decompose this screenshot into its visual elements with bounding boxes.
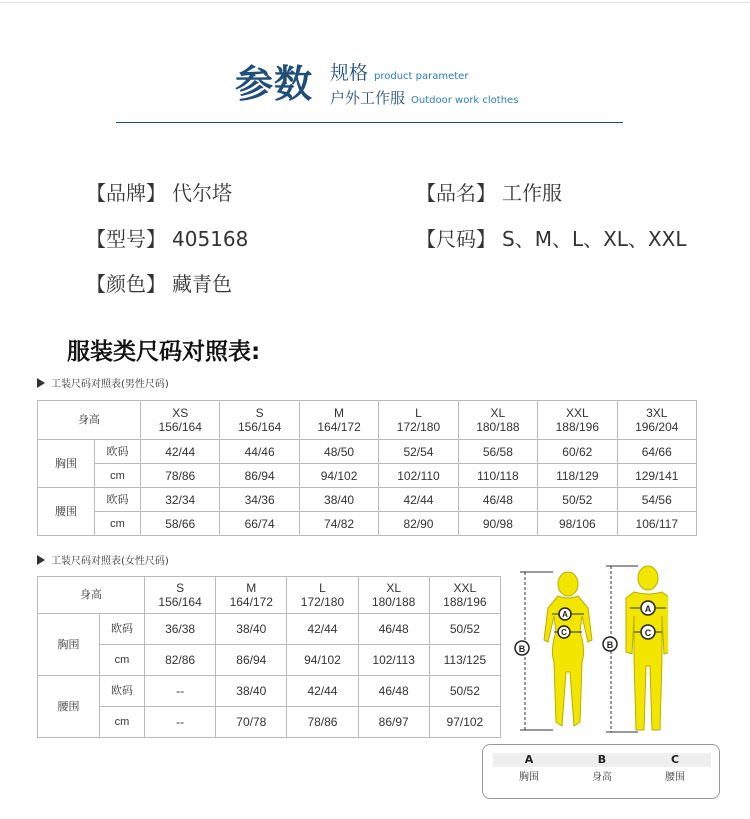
- women-waist-eu-row: [38, 676, 501, 707]
- men-waist-eu-cell: 42/44: [379, 488, 458, 512]
- women-size-col: [358, 577, 429, 614]
- men-waist-eu-cell: 38/40: [299, 488, 378, 512]
- men-waist-cm-row: [38, 512, 697, 536]
- women-waist-cm-row: [38, 707, 501, 738]
- men-chest-label: 胸围: [38, 440, 95, 488]
- women-cm-label: cm: [100, 645, 145, 676]
- legend-letter-c: C: [670, 753, 680, 766]
- men-height-value: 188/196: [555, 420, 600, 434]
- color-row: [86, 271, 232, 297]
- men-size-col: [379, 401, 458, 440]
- men-chest-eu-cell: 42/44: [141, 440, 220, 464]
- men-chest-eu-row: [38, 440, 697, 464]
- svg-text:C: C: [561, 628, 567, 637]
- product-name-value: 工作服: [502, 181, 562, 205]
- men-waist-cm-cell: 98/106: [538, 512, 617, 536]
- men-size-label: S: [255, 406, 264, 420]
- men-size-col: [538, 401, 617, 440]
- header-title-small: 规格: [330, 62, 369, 84]
- men-cm-label: cm: [95, 512, 141, 536]
- men-chest-cm-row: [38, 464, 697, 488]
- men-waist-cm-cell: 106/117: [617, 512, 696, 536]
- men-size-table: [37, 400, 697, 536]
- women-waist-cm-cell: 97/102: [429, 707, 500, 738]
- men-height-value: 180/188: [476, 420, 520, 434]
- women-size-label: S: [176, 581, 185, 595]
- women-waist-eu-cell: --: [145, 676, 216, 707]
- marker-b-female: [515, 641, 529, 655]
- women-waist-eu-cell: 38/40: [216, 676, 287, 707]
- women-size-label: M: [246, 581, 257, 595]
- svg-text:C: C: [644, 628, 652, 638]
- men-size-col: [141, 401, 220, 440]
- men-size-col: [617, 401, 696, 440]
- header-subtitle-line: [330, 88, 518, 111]
- marker-c-male: [641, 625, 655, 639]
- men-waist-cm-cell: 66/74: [220, 512, 299, 536]
- men-chest-eu-cell: 52/54: [379, 440, 458, 464]
- women-size-label: XXL: [453, 581, 477, 595]
- size-label: 【尺码】: [416, 227, 496, 251]
- men-height-value: 196/204: [635, 420, 679, 434]
- men-height-row: [38, 401, 697, 440]
- women-chest-cm-cell: 102/113: [358, 645, 429, 676]
- women-height-value: 164/172: [229, 595, 273, 609]
- men-chest-eu-cell: 44/46: [220, 440, 299, 464]
- men-cm-label: cm: [95, 464, 141, 488]
- women-height-row: [38, 577, 501, 614]
- svg-text:B: B: [518, 644, 526, 654]
- women-height-value: 180/188: [371, 595, 416, 609]
- brand-label: 【品牌】: [86, 181, 166, 205]
- legend-text-row: [493, 771, 711, 785]
- women-size-col: [216, 577, 287, 614]
- women-waist-eu-cell: 50/52: [429, 676, 500, 707]
- legend-text-b: 身高: [592, 772, 612, 783]
- play-triangle-icon: [37, 378, 45, 388]
- header-rule: [116, 122, 623, 123]
- svg-text:A: A: [644, 604, 652, 614]
- women-chest-cm-cell: 94/102: [287, 645, 358, 676]
- body-measurement-figures: [508, 562, 668, 742]
- women-waist-cm-cell: 78/86: [287, 707, 358, 738]
- women-chest-eu-cell: 36/38: [145, 614, 216, 645]
- header-title-big: 参数: [235, 62, 314, 106]
- men-height-value: 164/172: [317, 420, 361, 434]
- product-name-row: [416, 180, 562, 206]
- men-eu-label: 欧码: [95, 440, 141, 464]
- men-height-label: 身高: [38, 401, 141, 440]
- women-chest-cm-row: [38, 645, 501, 676]
- men-chest-cm-cell: 78/86: [141, 464, 220, 488]
- women-chest-eu-cell: 46/48: [358, 614, 429, 645]
- men-chest-cm-cell: 102/110: [379, 464, 458, 488]
- men-size-col: [299, 401, 378, 440]
- men-waist-eu-cell: 54/56: [617, 488, 696, 512]
- men-height-value: 156/164: [237, 420, 282, 434]
- women-size-col: [287, 577, 358, 614]
- header-subtitle-en: Outdoor work clothes: [411, 95, 519, 106]
- female-body-figure: [520, 572, 592, 730]
- women-cm-label: cm: [100, 707, 145, 738]
- men-waist-eu-row: [38, 488, 697, 512]
- men-waist-eu-cell: 46/48: [458, 488, 537, 512]
- women-chest-cm-cell: 86/94: [216, 645, 287, 676]
- product-name-label: 【品名】: [416, 181, 496, 205]
- men-chest-eu-cell: 64/66: [617, 440, 696, 464]
- men-eu-label: 欧码: [95, 488, 141, 512]
- women-chest-cm-cell: 82/86: [145, 645, 216, 676]
- legend-text-c: 腰围: [665, 772, 685, 783]
- model-value: 405168: [172, 227, 249, 251]
- marker-a-male: [641, 601, 655, 615]
- brand-value: 代尔塔: [172, 181, 232, 205]
- header-title-small-line: [330, 62, 468, 88]
- header-title-small-en: product parameter: [374, 71, 469, 82]
- women-waist-cm-cell: 86/97: [358, 707, 429, 738]
- men-size-label: XXL: [565, 406, 589, 420]
- men-waist-cm-cell: 74/82: [299, 512, 378, 536]
- header-subtitle: 户外工作服: [330, 89, 406, 107]
- size-value: S、M、L、XL、XXL: [502, 227, 687, 251]
- legend-text-a: 胸围: [519, 772, 539, 783]
- women-table-caption-text: 工装尺码对照表(女性尺码): [51, 556, 169, 567]
- women-size-table: [37, 576, 501, 738]
- women-size-label: XL: [386, 581, 401, 595]
- men-chest-cm-cell: 118/129: [538, 464, 617, 488]
- legend-letter-a: A: [524, 753, 534, 766]
- women-chest-eu-cell: 50/52: [429, 614, 500, 645]
- women-waist-cm-cell: 70/78: [216, 707, 287, 738]
- women-waist-eu-cell: 42/44: [287, 676, 358, 707]
- marker-c-female: [558, 626, 570, 638]
- legend-letter-b: B: [597, 753, 607, 766]
- men-height-value: 156/164: [158, 420, 202, 434]
- men-waist-eu-cell: 32/34: [141, 488, 220, 512]
- women-chest-eu-cell: 42/44: [287, 614, 358, 645]
- women-eu-label: 欧码: [100, 676, 145, 707]
- men-table-caption: [37, 378, 169, 392]
- men-chest-eu-cell: 56/58: [458, 440, 537, 464]
- men-waist-cm-cell: 82/90: [379, 512, 458, 536]
- measurement-legend: [482, 744, 720, 799]
- women-size-col: [145, 577, 216, 614]
- color-label: 【颜色】: [86, 272, 166, 296]
- men-waist-label: 腰围: [38, 488, 95, 536]
- men-size-col: [220, 401, 299, 440]
- model-row: [86, 226, 248, 252]
- size-row: [416, 226, 686, 252]
- women-eu-label: 欧码: [100, 614, 145, 645]
- play-triangle-icon: [37, 555, 45, 565]
- brand-row: [86, 180, 232, 206]
- women-size-col: [429, 577, 500, 614]
- women-chest-eu-row: [38, 614, 501, 645]
- marker-a-female: [559, 608, 571, 620]
- women-size-label: L: [319, 581, 326, 595]
- men-size-label: M: [334, 406, 345, 420]
- women-height-value: 172/180: [300, 595, 345, 609]
- men-chest-eu-cell: 60/62: [538, 440, 617, 464]
- marker-b-male: [603, 637, 617, 651]
- top-divider: [0, 2, 750, 3]
- men-size-label: XS: [172, 406, 189, 420]
- women-height-label: 身高: [38, 577, 145, 614]
- men-chest-cm-cell: 94/102: [299, 464, 378, 488]
- women-chest-cm-cell: 113/125: [429, 645, 500, 676]
- women-height-value: 188/196: [443, 595, 487, 609]
- men-size-label: L: [415, 406, 422, 420]
- model-label: 【型号】: [86, 227, 166, 251]
- color-value: 藏青色: [172, 272, 232, 296]
- men-chest-eu-cell: 48/50: [299, 440, 378, 464]
- men-size-col: [458, 401, 537, 440]
- women-height-value: 156/164: [158, 595, 202, 609]
- women-table-caption: [37, 555, 169, 569]
- men-chest-cm-cell: 129/141: [617, 464, 696, 488]
- men-waist-eu-cell: 34/36: [220, 488, 299, 512]
- women-waist-eu-cell: 46/48: [358, 676, 429, 707]
- men-chest-cm-cell: 86/94: [220, 464, 299, 488]
- legend-letter-row: [493, 753, 711, 767]
- men-waist-cm-cell: 58/66: [141, 512, 220, 536]
- men-waist-cm-cell: 90/98: [458, 512, 537, 536]
- men-size-label: XL: [490, 406, 506, 420]
- women-waist-cm-cell: --: [145, 707, 216, 738]
- men-height-value: 172/180: [396, 420, 441, 434]
- women-chest-eu-cell: 38/40: [216, 614, 287, 645]
- men-size-label: 3XL: [646, 406, 668, 420]
- svg-text:A: A: [562, 610, 568, 619]
- size-chart-section-title: 服装类尺码对照表:: [67, 339, 261, 365]
- women-waist-label: 腰围: [38, 676, 100, 738]
- men-table-caption-text: 工装尺码对照表(男性尺码): [51, 379, 169, 390]
- men-chest-cm-cell: 110/118: [458, 464, 537, 488]
- men-waist-eu-cell: 50/52: [538, 488, 617, 512]
- page-header: [0, 58, 750, 118]
- women-chest-label: 胸围: [38, 614, 100, 676]
- svg-text:B: B: [606, 640, 614, 650]
